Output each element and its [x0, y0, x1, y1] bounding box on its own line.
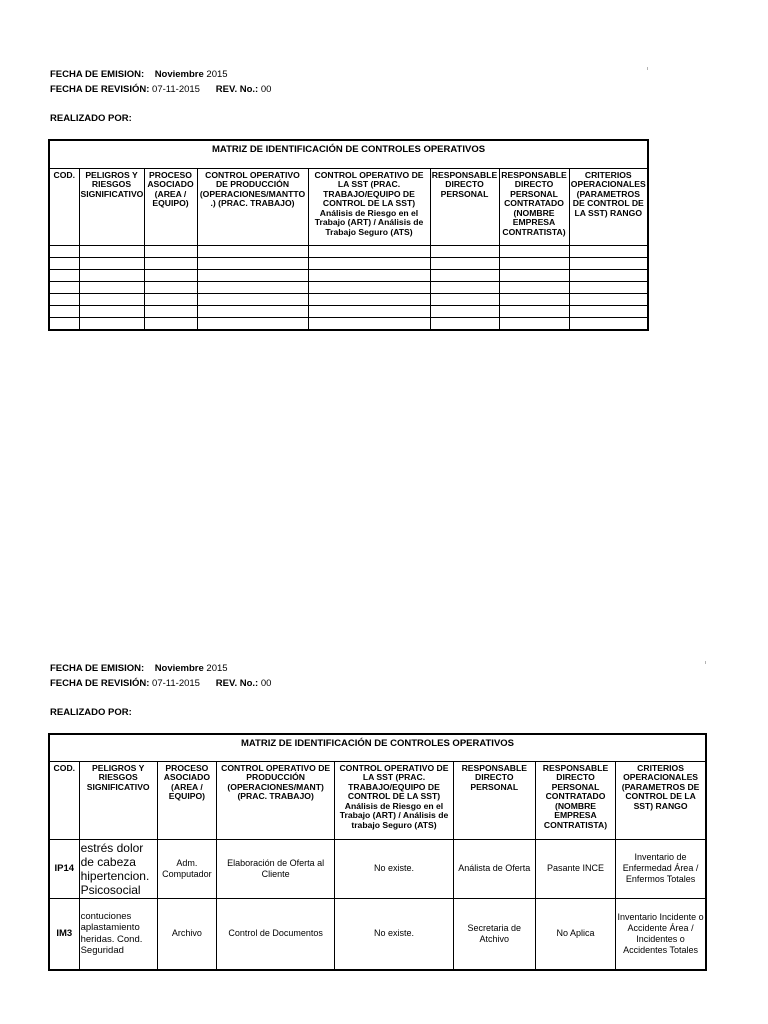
doc1-revision-line [50, 84, 271, 96]
doc2-header-responsable: RESPONSABLE DIRECTO PERSONAL [453, 761, 535, 839]
table-row [49, 245, 648, 257]
doc1-header-control-sst-sub: Análisis de Riesgo en el Trabajo (ART) / Análisis de Trabajo Seguro (ATS) [314, 207, 424, 238]
doc1-rev-label: REV. No.: [215, 84, 259, 95]
row-control-sst: No existe. [335, 839, 453, 898]
table-row [49, 281, 648, 293]
table-row [49, 317, 648, 330]
doc1-matrix-table [48, 139, 649, 331]
table-row [49, 257, 648, 269]
doc1-realizado-label: REALIZADO POR: [50, 113, 132, 124]
doc1-header-row [49, 168, 648, 245]
doc1-header-responsable: RESPONSABLE DIRECTO PERSONAL [430, 168, 499, 245]
row-responsable-contratado: No Aplica [535, 898, 615, 970]
doc2-revision-line [50, 678, 271, 690]
row-control-produccion: Elaboración de Oferta al Cliente [216, 839, 334, 898]
table-row [49, 305, 648, 317]
table-row [49, 898, 706, 970]
doc2-realizado-line [50, 707, 132, 719]
doc2-header-control-sst [335, 761, 453, 839]
doc1-emision-month: Noviembre [154, 69, 204, 80]
doc1-realizado-line [50, 113, 132, 125]
doc1-emision-line [50, 69, 228, 81]
doc1-header-proceso: PROCESO ASOCIADO (AREA / EQUIPO) [144, 168, 197, 245]
row-criterios: Inventario Incidente o Accidente Área / Incidentes o Accidentes Totales [616, 898, 706, 970]
row-responsable: Análista de Oferta [453, 839, 535, 898]
doc2-emision-month: Noviembre [154, 663, 204, 674]
doc2-header-peligros: PELIGROS Y RIESGOS SIGNIFICATIVO [79, 761, 157, 839]
doc2-header-cod: COD. [49, 761, 79, 839]
table-row [49, 269, 648, 281]
row-peligro: contuciones aplastamiento heridas. Cond. Seguridad [79, 898, 157, 970]
doc1-header-control-sst-main: CONTROL OPERATIVO DE LA SST (PRAC. TRABAJO/EQUIPO DE CONTROL DE LA SST) [314, 169, 424, 209]
doc2-header-control-sst-sub: Análisis de Riesgo en el Trabajo (ART) / Análisis de trabajo Seguro (ATS) [339, 800, 449, 831]
table-row [49, 839, 706, 898]
doc1-table-title: MATRIZ DE IDENTIFICACIÓN DE CONTROLES OPERATIVOS [49, 140, 648, 168]
row-responsable-contratado: Pasante INCE [535, 839, 615, 898]
doc2-header-control-produccion: CONTROL OPERATIVO DE PRODUCCIÓN (OPERACIONES/MANT) (PRAC. TRABAJO) [216, 761, 334, 839]
doc1-header-responsable-contratado: RESPONSABLE DIRECTO PERSONAL CONTRATADO (NOMBRE EMPRESA CONTRATISTA) [499, 168, 569, 245]
doc1-tick-mark: ı [647, 66, 649, 72]
doc2-emision-line [50, 663, 228, 675]
doc2-tick-mark: ı [705, 660, 707, 666]
row-responsable: Secretaria de Atchivo [453, 898, 535, 970]
doc2-matrix-table [48, 733, 707, 971]
row-proceso: Adm. Computador [157, 839, 216, 898]
doc1-revision-value: 07-11-2015 [149, 84, 200, 95]
doc2-revision-label: FECHA DE REVISIÓN: [50, 678, 150, 689]
row-control-sst: No existe. [335, 898, 453, 970]
doc2-realizado-label: REALIZADO POR: [50, 707, 132, 718]
doc2-header-row [49, 761, 706, 839]
table-row [49, 293, 648, 305]
doc1-rev-value: 00 [258, 84, 272, 95]
doc2-emision-year: 2015 [203, 663, 228, 674]
doc1-header-cod: COD. [49, 168, 79, 245]
doc2-emision-label: FECHA DE EMISION: [50, 663, 145, 674]
doc2-revision-value: 07-11-2015 [149, 678, 200, 689]
doc1-header-peligros: PELIGROS Y RIESGOS SIGNIFICATIVO [79, 168, 144, 245]
doc1-emision-label: FECHA DE EMISION: [50, 69, 145, 80]
doc2-rev-label: REV. No.: [215, 678, 259, 689]
row-criterios: Inventario de Enfermedad Área / Enfermos Totales [616, 839, 706, 898]
doc1-header-control-produccion: CONTROL OPERATIVO DE PRODUCCIÓN (OPERACIONES/MANTTO .) (PRAC. TRABAJO) [197, 168, 308, 245]
doc2-header-proceso: PROCESO ASOCIADO (AREA / EQUIPO) [157, 761, 216, 839]
row-control-produccion: Control de Documentos [216, 898, 334, 970]
doc2-header-criterios: CRITERIOS OPERACIONALES (PARAMETROS DE CONTROL DE LA SST) RANGO [616, 761, 706, 839]
doc2-rev-value: 00 [258, 678, 272, 689]
doc1-revision-label: FECHA DE REVISIÓN: [50, 84, 150, 95]
doc2-table-title: MATRIZ DE IDENTIFICACIÓN DE CONTROLES OPERATIVOS [49, 734, 706, 761]
row-peligro: estrés dolor de cabeza hipertencion. Psicosocial [79, 839, 157, 898]
doc2-header-control-sst-main: CONTROL OPERATIVO DE LA SST (PRAC. TRABAJO/EQUIPO DE CONTROL DE LA SST) [339, 762, 449, 802]
row-cod: IP14 [49, 839, 79, 898]
row-proceso: Archivo [157, 898, 216, 970]
doc1-emision-year: 2015 [203, 69, 228, 80]
doc1-header-control-sst [308, 168, 430, 245]
row-cod: IM3 [49, 898, 79, 970]
doc1-header-criterios: CRITERIOS OPERACIONALES (PARAMETROS DE CONTROL DE LA SST) RANGO [569, 168, 648, 245]
doc2-header-responsable-contratado: RESPONSABLE DIRECTO PERSONAL CONTRATADO (NOMBRE EMPRESA CONTRATISTA) [535, 761, 615, 839]
